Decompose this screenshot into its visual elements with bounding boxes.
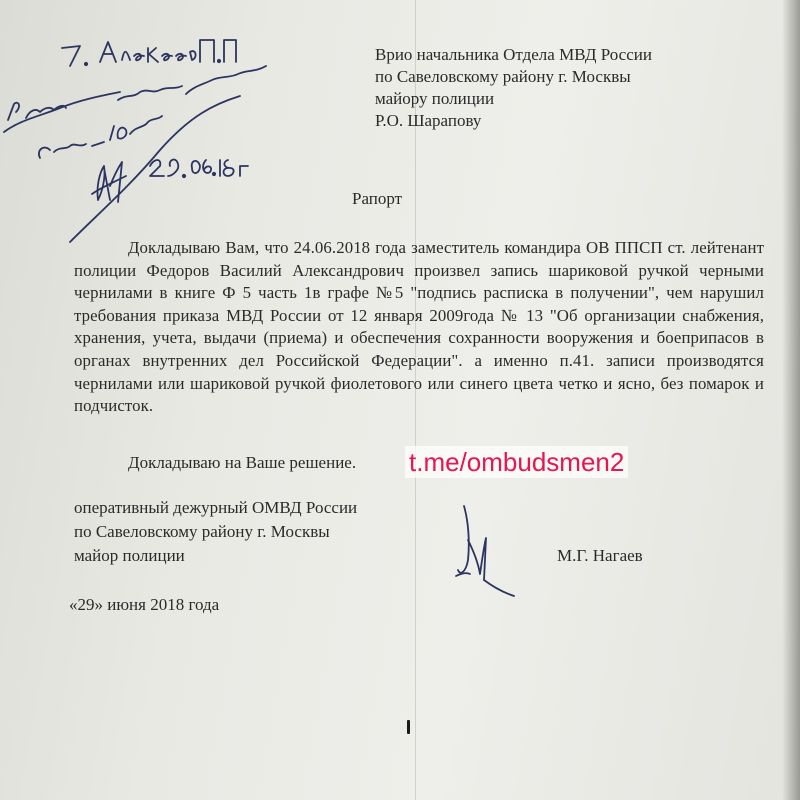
signer-position-line-2: по Савеловскому району г. Москвы <box>74 522 330 541</box>
handwritten-resolution <box>0 0 360 260</box>
addressee-line-2: по Савеловскому району г. Москвы <box>375 67 631 86</box>
signer-position-line-1: оперативный дежурный ОМВД России <box>74 498 358 517</box>
addressee-line-1: Врио начальника Отдела МВД России <box>375 45 652 64</box>
ink-mark <box>407 720 410 734</box>
addressee-block <box>375 44 652 132</box>
addressee-line-4: Р.О. Шарапову <box>375 111 482 130</box>
report-paragraph: Докладываю Вам, что 24.06.2018 года заместитель командира ОВ ППСП ст. лейтенант полиции Федоров Василий Александрович произвел запись шариковой ручкой черными чернилами в книге Ф 5 часть 1в графе №5 "подпись расписка в получении", чем нарушил требования приказа МВД России от 12 января 2009года № 13 "Об организации снабжения, хранения, учета, выдачи (приема) и обеспечения сохранности вооружения и боеприпасов в органах внутренних дел Российской Федерации". а именно п.41. записи производятся чернилами или шариковой ручкой фиолетового или синего цвета четко и ясно, без помарок и подчисток. <box>74 238 764 416</box>
closing-line: Докладываю на Ваше решение. <box>128 453 357 472</box>
page-edge-shadow <box>782 0 800 800</box>
handwritten-signature <box>450 500 540 610</box>
report-body <box>74 237 764 418</box>
document-title: Рапорт <box>352 189 403 208</box>
signer-name: М.Г. Нагаев <box>557 546 643 565</box>
report-date: «29» июня 2018 года <box>69 595 220 614</box>
signature-block <box>74 497 357 569</box>
watermark-link: t.me/ombudsmen2 <box>405 446 628 478</box>
signer-rank: майор полиции <box>74 546 185 565</box>
addressee-line-3: майору полиции <box>375 89 495 108</box>
